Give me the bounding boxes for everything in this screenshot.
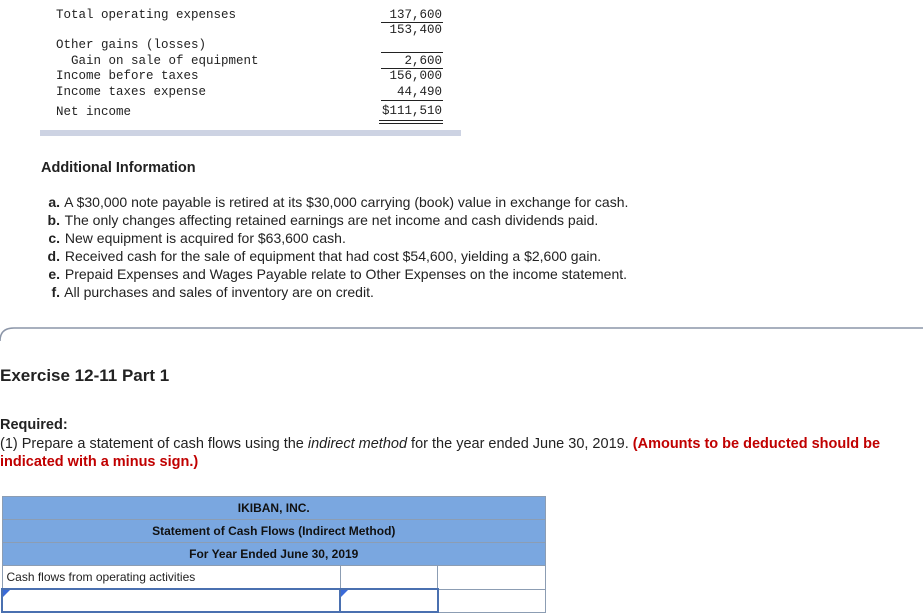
item-text: New equipment is acquired for $63,600 cash.	[64, 230, 346, 246]
table-row	[2, 566, 546, 590]
input-flag-icon	[341, 590, 348, 597]
additional-information-heading: Additional Information	[41, 160, 196, 176]
value-gross-profit-subtotal: 153,400	[389, 23, 442, 37]
statement-period: For Year Ended June 30, 2019	[2, 543, 546, 566]
value-gain-on-sale: 2,600	[404, 54, 442, 68]
company-name: IKIBAN, INC.	[2, 497, 546, 520]
dropdown-flag-icon	[3, 590, 10, 597]
instruction-method: indirect method	[307, 436, 408, 452]
item-letter: e.	[48, 266, 60, 282]
double-underline-top	[379, 120, 443, 121]
item-letter: c.	[48, 230, 60, 246]
list-item	[38, 283, 628, 301]
amount-cell	[340, 566, 438, 590]
operating-activities-label: Cash flows from operating activities	[2, 566, 340, 590]
item-letter: a.	[48, 194, 60, 210]
item-text: A $30,000 note payable is retired at its $30,000 carrying (book) value in exchange for cash.	[64, 194, 629, 210]
required-label: Required:	[0, 417, 68, 433]
double-underline-bottom	[379, 123, 443, 124]
additional-information-list	[38, 193, 628, 301]
value-total-operating-expenses: 137,600	[389, 8, 442, 22]
list-item	[38, 211, 628, 229]
label-total-operating-expenses: Total operating expenses	[56, 8, 237, 22]
panel-border-curve	[0, 315, 923, 355]
statement-title: Statement of Cash Flows (Indirect Method)	[2, 520, 546, 543]
required-instructions	[0, 435, 923, 471]
label-income-before-taxes: Income before taxes	[56, 69, 199, 83]
total-cell	[438, 589, 546, 612]
underline	[381, 52, 443, 53]
cash-flow-statement-table	[1, 496, 546, 613]
section-divider-bar	[40, 130, 461, 136]
value-net-income: $111,510	[381, 104, 442, 118]
amount-input[interactable]	[340, 589, 438, 612]
line-item-input[interactable]	[2, 589, 340, 612]
value-income-before-taxes: 156,000	[389, 69, 442, 83]
item-text: Prepaid Expenses and Wages Payable relate to Other Expenses on the income statement.	[64, 266, 628, 282]
list-item	[38, 193, 628, 211]
label-other-gains: Other gains (losses)	[56, 38, 207, 52]
underline	[381, 100, 443, 101]
list-item	[38, 229, 628, 247]
item-text: All purchases and sales of inventory are on credit.	[64, 284, 374, 300]
label-net-income: Net income	[56, 105, 132, 119]
table-row	[2, 589, 546, 612]
label-gain-on-sale: Gain on sale of equipment	[71, 54, 259, 68]
item-text: Received cash for the sale of equipment that had cost $54,600, yielding a $2,600 gain.	[64, 248, 602, 264]
label-income-taxes-expense: Income taxes expense	[56, 85, 207, 99]
item-letter: b.	[47, 212, 60, 228]
item-letter: f.	[51, 284, 60, 300]
instruction-text-2: for the year ended June 30, 2019.	[407, 436, 633, 452]
instruction-text: (1) Prepare a statement of cash flows using the	[0, 436, 308, 452]
item-letter: d.	[47, 248, 60, 264]
exercise-title: Exercise 12-11 Part 1	[0, 366, 170, 385]
item-text: The only changes affecting retained earnings are net income and cash dividends paid.	[64, 212, 599, 228]
minus-sign-note: (Amounts to be deducted should be indicated with a minus sign.)	[0, 436, 881, 470]
value-income-taxes-expense: 44,490	[396, 85, 442, 99]
list-item	[38, 247, 628, 265]
total-cell	[438, 566, 546, 590]
list-item	[38, 265, 628, 283]
